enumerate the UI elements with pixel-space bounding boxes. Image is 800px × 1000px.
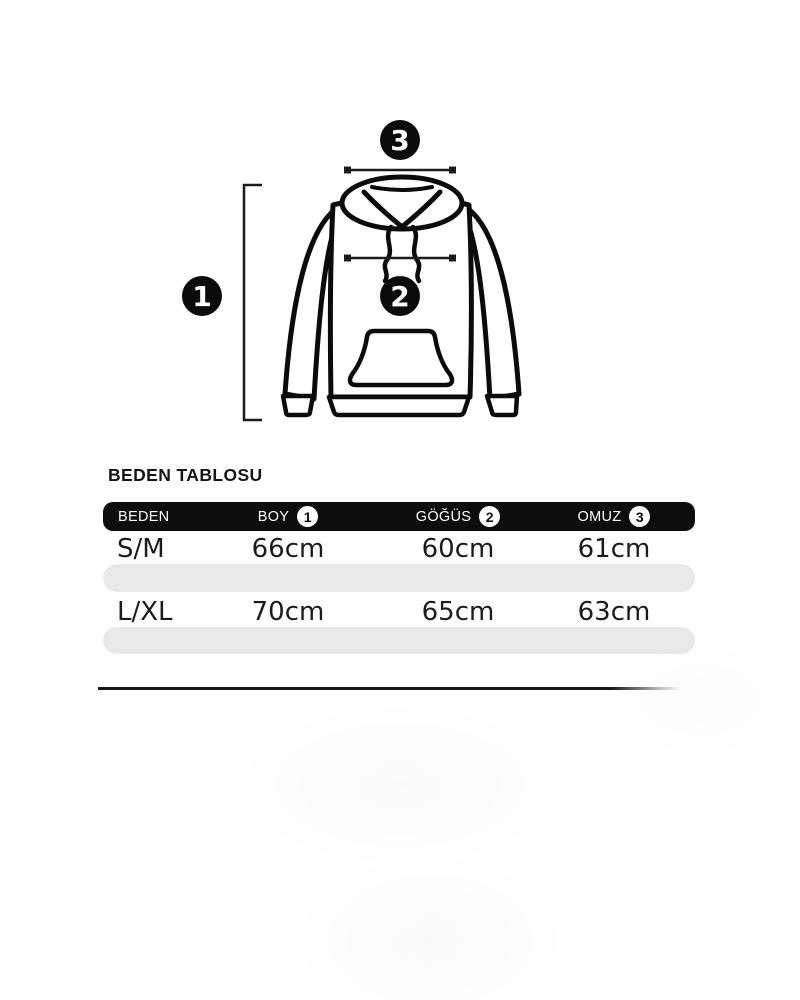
cell-chest: 60cm: [421, 534, 495, 564]
header-chest-label: GÖĞÜS: [415, 508, 472, 525]
divider-line: [98, 687, 680, 690]
table-stripe: [103, 627, 695, 654]
table-stripe: [103, 564, 695, 592]
hoodie-left-cuff: [283, 396, 313, 415]
size-table-header: [103, 502, 695, 531]
header-length-number-badge: 1: [297, 506, 318, 527]
cell-size: S/M: [117, 534, 165, 564]
hoodie-measurement-diagram: [0, 0, 800, 460]
header-length-label: BOY: [257, 508, 290, 525]
cell-shoulder: 63cm: [577, 597, 651, 627]
header-shoulder-column: [533, 506, 695, 527]
header-shoulder-number-badge: 3: [629, 506, 650, 527]
cell-length: 66cm: [251, 534, 325, 564]
marker-1-number: 1: [192, 280, 212, 313]
header-chest-column: [383, 506, 533, 527]
table-row-sm: [103, 535, 695, 563]
chest-measure-end-left: [344, 255, 351, 262]
header-chest-number-badge: 2: [479, 506, 500, 527]
shoulder-measure-end-right: [449, 167, 456, 174]
shoulder-measure-end-left: [344, 167, 351, 174]
faint-background-blob: [600, 640, 800, 760]
cell-chest: 65cm: [421, 597, 495, 627]
header-size-label: BEDEN: [118, 508, 170, 525]
marker-3-number: 3: [390, 124, 410, 157]
header-shoulder-label: OMUZ: [577, 508, 622, 525]
hoodie-hood: [342, 177, 462, 229]
hoodie-pocket: [350, 331, 452, 385]
hoodie-hem-band: [329, 397, 469, 415]
cell-shoulder: 61cm: [577, 534, 651, 564]
length-measure-bracket: [244, 185, 262, 420]
cell-size: L/XL: [117, 597, 173, 627]
size-table: [103, 502, 695, 627]
table-row-lxl: [103, 598, 695, 626]
faint-background-blob: [230, 700, 570, 870]
header-length-column: [193, 506, 383, 527]
size-table-title: BEDEN TABLOSU: [108, 465, 263, 485]
cell-length: 70cm: [251, 597, 325, 627]
hoodie-right-cuff: [487, 396, 517, 415]
chest-measure-end-right: [449, 255, 456, 262]
marker-2-number: 2: [390, 280, 410, 313]
header-size-column: [103, 509, 193, 525]
faint-background-blob: [290, 850, 570, 1000]
